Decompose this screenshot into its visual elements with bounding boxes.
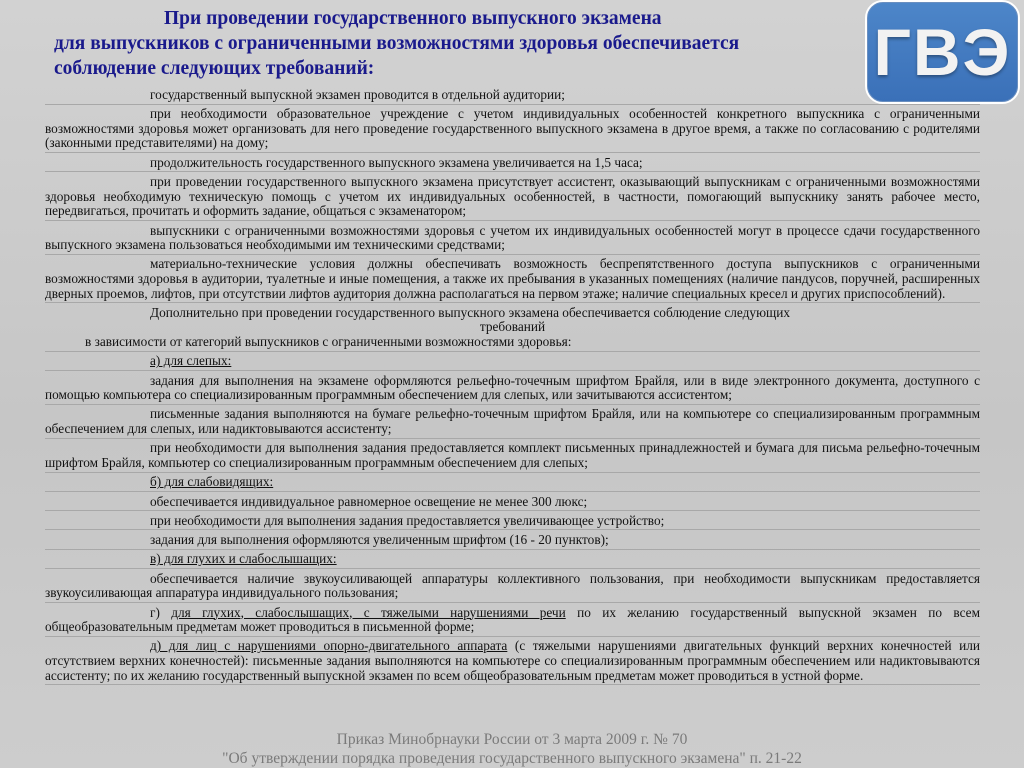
section-heading-blind [45,354,980,371]
requirement-item: при необходимости для выполнения задания предоставляется комплект письменных принадлежностей и бумага для письма рельефно-точечным шрифтом Брайля, компьютер со специализированным программным обеспечением для слепых; [45,441,980,472]
requirement-item: письменные задания выполняются на бумаге рельефно-точечным шрифтом Брайля, или на компьютере со специализированным программным обеспечением для слепых, или надиктовываются ассистенту; [45,407,980,438]
requirement-item: выпускники с ограниченными возможностями здоровья с учетом их индивидуальных особенностей могут в процессе сдачи государственного выпускного экзамена пользоваться необходимыми им техническими средствами; [45,224,980,255]
title-line-2: для выпускников с ограниченными возможностями здоровья обеспечивается [54,33,740,54]
section-heading-low-vision [45,475,980,492]
requirement-item: при проведении государственного выпускного экзамена присутствует ассистент, оказывающий выпускникам с ограниченными возможностями здоровья необходимую техническую помощь с учетом их индивидуальных особенностей, в частности, помогающий выпускнику занять рабочее место, передвигаться, прочитать и оформить задание, общаться с экзаменатором; [45,175,980,221]
footer-line-1: Приказ Минобрнауки России от 3 марта 2009 г. № 70 [336,731,688,748]
additional-requirements-context: в зависимости от категорий выпускников с ограниченными возможностями здоровья: [45,335,980,352]
section-heading-deaf-text: в) для глухих и слабослышащих: [150,551,337,567]
additional-requirements-word: требований [479,319,546,335]
title-line-1: При проведении государственного выпускного экзамена [164,8,662,29]
requirement-item-motor [45,639,980,685]
requirement-item: при необходимости для выполнения задания предоставляется увеличивающее устройство; [45,514,980,531]
requirement-item: государственный выпускной экзамен проводится в отдельной аудитории; [45,88,980,105]
requirement-item: при необходимости образовательное учреждение с учетом индивидуальных особенностей конкретного выпускника с ограниченными возможностями здоровья может организовать для него проведение государственного выпускного экзамена в другое время, а также по согласованию с родителями (законными представителями) на дому; [45,107,980,153]
slide-title [40,6,870,81]
requirement-item: обеспечивается индивидуальное равномерное освещение не менее 300 люкс; [45,495,980,512]
requirement-item: материально-технические условия должны обеспечивать возможность беспрепятственного доступа выпускников с ограниченными возможностями здоровья в аудитории, туалетные и иные помещения, а также их пребывания в указанных помещениях (наличие пандусов, поручней, расширенных дверных проемов, лифтов, при отсутствии лифтов аудитория должна располагаться на первом этаже; наличие специальных кресел и других приспособлений). [45,257,980,303]
section-heading-low-vision-text: б) для слабовидящих: [150,474,274,490]
footer-line-2: "Об утверждении порядка проведения государственного выпускного экзамена" п. 21-22 [222,750,802,767]
section-heading-speech: для глухих, слабослышащих, с тяжелыми нарушениями речи [171,604,566,620]
requirement-item-speech [45,606,980,637]
gve-logo-text: ГВЭ [873,15,1012,89]
source-footer [0,730,1024,768]
section-heading-deaf [45,552,980,569]
section-heading-blind-text: а) для слепых: [150,353,232,369]
title-line-3: соблюдение следующих требований: [54,58,375,79]
requirement-item: обеспечивается наличие звукоусиливающей аппаратуры коллективного пользования, при необходимости выпускникам предоставляется звукоусиливающая аппаратура индивидуального пользования; [45,572,980,603]
section-prefix: г) [150,604,172,620]
requirements-list [45,88,980,688]
requirement-item: продолжительность государственного выпускного экзамена увеличивается на 1,5 часа; [45,156,980,173]
section-heading-motor: д) для лиц с нарушениями опорно-двигательного аппарата [150,638,508,654]
section-text-motor: (с тяжелыми нарушениями двигательных функций верхних конечностей или отсутствием верхних конечностей): письменные задания выполняются на компьютере со специализированным программным обеспечением или надиктовываются ассистенту; по их желанию государственный выпускной экзамен по всем общеобразовательным предметам может проводиться в устной форме. [45,638,980,683]
additional-requirements-intro: Дополнительно при проведении государственного выпускного экзамена обеспечивается соблюдение следующих [150,304,791,320]
section-text-speech: по их желанию государственный выпускной экзамен по всем общеобразовательным предметам может проводиться в письменной форме; [45,604,980,635]
requirement-item: задания для выполнения на экзамене оформляются рельефно-точечным шрифтом Брайля, или в виде электронного документа, доступного с помощью компьютера со специализированным программным обеспечением для слепых, или зачитываются ассистентом; [45,374,980,405]
requirement-item: задания для выполнения оформляются увеличенным шрифтом (16 - 20 пунктов); [45,533,980,550]
